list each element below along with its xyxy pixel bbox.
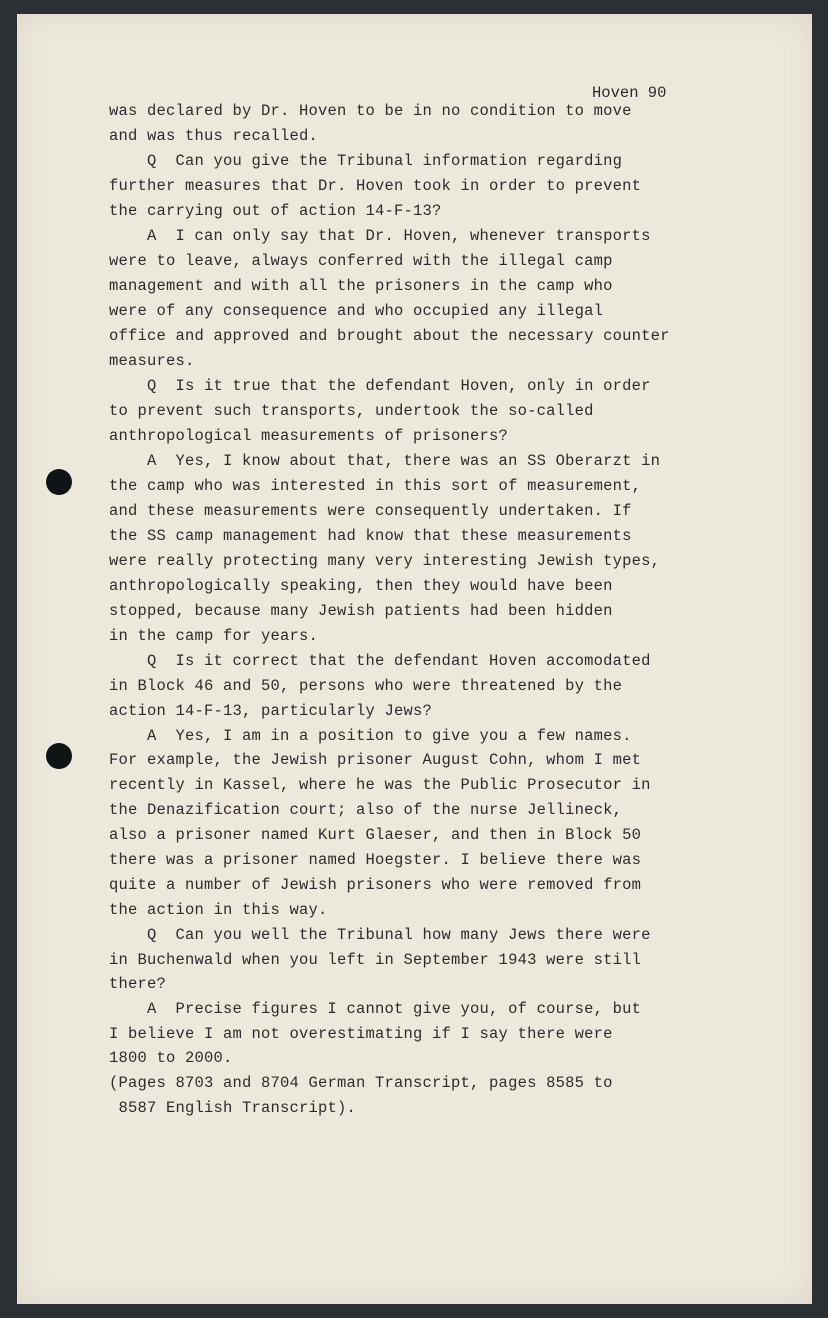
- text-line: were really protecting many very interesting Jewish types,: [109, 552, 661, 570]
- text-line: office and approved and brought about the necessary counter: [109, 327, 670, 345]
- text-line: further measures that Dr. Hoven took in order to prevent: [109, 177, 642, 195]
- text-line: there was a prisoner named Hoegster. I believe there was: [109, 851, 642, 869]
- punch-hole-lower: [46, 743, 72, 769]
- text-line: the camp who was interested in this sort of measurement,: [109, 477, 642, 495]
- text-line: and was thus recalled.: [109, 127, 319, 145]
- text-line: Q Can you well the Tribunal how many Jews there were: [109, 926, 651, 944]
- text-line: stopped, because many Jewish patients had been hidden: [109, 602, 613, 620]
- text-line: the action in this way.: [109, 901, 328, 919]
- text-line: Q Is it correct that the defendant Hoven accomodated: [109, 652, 651, 670]
- text-line: recently in Kassel, where he was the Public Prosecutor in: [109, 776, 651, 794]
- text-line: there?: [109, 975, 167, 993]
- text-line: were of any consequence and who occupied any illegal: [109, 302, 604, 320]
- text-line: were to leave, always conferred with the illegal camp: [109, 252, 613, 270]
- text-line: A I can only say that Dr. Hoven, whenever transports: [109, 227, 651, 245]
- text-line: action 14-F-13, particularly Jews?: [109, 702, 433, 720]
- text-line: was declared by Dr. Hoven to be in no condition to move: [109, 102, 632, 120]
- text-line: the SS camp management had know that these measurements: [109, 527, 632, 545]
- text-line: quite a number of Jewish prisoners who were removed from: [109, 876, 642, 894]
- text-line: A Yes, I know about that, there was an SS Oberarzt in: [109, 452, 661, 470]
- text-line: management and with all the prisoners in the camp who: [109, 277, 613, 295]
- text-line: A Precise figures I cannot give you, of course, but: [109, 1000, 642, 1018]
- text-line: to prevent such transports, undertook the so-called: [109, 402, 594, 420]
- punch-hole-upper: [46, 469, 72, 495]
- text-line: in Buchenwald when you left in September 1943 were still: [109, 951, 642, 969]
- text-line: anthropologically speaking, then they would have been: [109, 577, 613, 595]
- text-line: Q Is it true that the defendant Hoven, only in order: [109, 377, 651, 395]
- text-line: I believe I am not overestimating if I say there were: [109, 1025, 613, 1043]
- text-line: in the camp for years.: [109, 627, 319, 645]
- text-line: Q Can you give the Tribunal information regarding: [109, 152, 623, 170]
- text-line: in Block 46 and 50, persons who were threatened by the: [109, 677, 623, 695]
- text-line: measures.: [109, 352, 195, 370]
- text-line: A Yes, I am in a position to give you a few names.: [109, 727, 632, 745]
- text-line: the Denazification court; also of the nurse Jellineck,: [109, 801, 623, 819]
- text-line: also a prisoner named Kurt Glaeser, and then in Block 50: [109, 826, 642, 844]
- text-line: the carrying out of action 14-F-13?: [109, 202, 442, 220]
- text-line: 1800 to 2000.: [109, 1049, 233, 1067]
- text-line: 8587 English Transcript).: [109, 1099, 357, 1117]
- page-number: Hoven 90: [592, 84, 667, 102]
- document-page: [17, 14, 812, 1304]
- text-line: (Pages 8703 and 8704 German Transcript, pages 8585 to: [109, 1074, 613, 1092]
- text-line: and these measurements were consequently undertaken. If: [109, 502, 632, 520]
- text-line: anthropological measurements of prisoners?: [109, 427, 509, 445]
- text-line: For example, the Jewish prisoner August Cohn, whom I met: [109, 751, 642, 769]
